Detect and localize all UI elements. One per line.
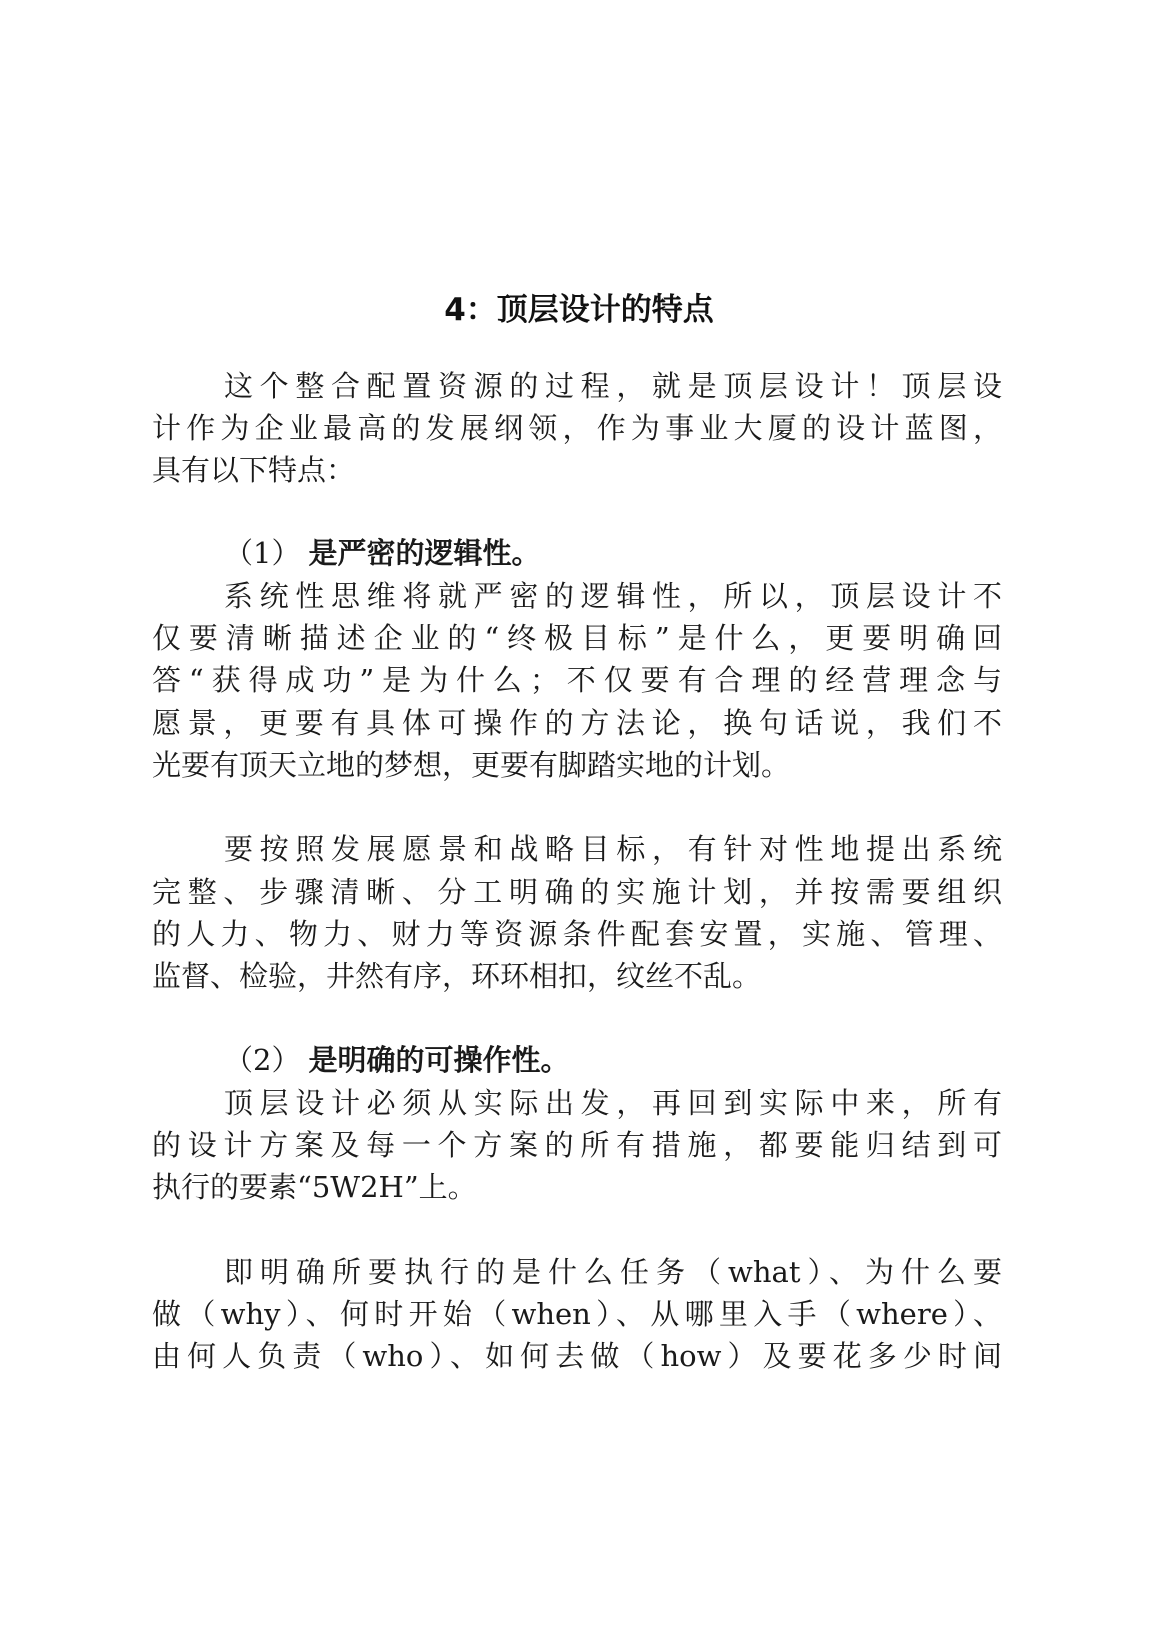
section-2-number: （2）	[224, 1043, 301, 1077]
paragraph-line: 答“获得成功”是为什么；不仅要有合理的经营理念与	[152, 663, 1002, 697]
intro-line: 这个整合配置资源的过程，就是顶层设计！顶层设	[224, 369, 1002, 403]
paragraph-line: 要按照发展愿景和战略目标，有针对性地提出系统	[224, 832, 1002, 866]
paragraph-line: 由何人负责（who）、如何去做（how）及要花多少时间	[152, 1339, 1002, 1373]
intro-line: 计作为企业最高的发展纲领，作为事业大厦的设计蓝图，	[152, 411, 1002, 445]
section-2-heading	[224, 1040, 569, 1080]
paragraph-line: 的设计方案及每一个方案的所有措施，都要能归结到可	[152, 1128, 1002, 1162]
paragraph-line: 监督、检验，井然有序，环环相扣，纹丝不乱。	[152, 959, 762, 993]
section-1-heading	[224, 533, 540, 573]
section-1-heading-text: 是严密的逻辑性。	[308, 536, 541, 570]
paragraph-line: 仅要清晰描述企业的“终极目标”是什么，更要明确回	[152, 621, 1002, 655]
section-2-heading-text: 是明确的可操作性。	[308, 1043, 570, 1077]
paragraph-line: 即明确所要执行的是什么任务（what）、为什么要	[224, 1255, 1002, 1289]
paragraph-line: 的人力、物力、财力等资源条件配套安置，实施、管理、	[152, 917, 1002, 951]
paragraph-line: 执行的要素“5W2H”上。	[152, 1170, 477, 1204]
intro-line: 具有以下特点：	[152, 453, 356, 487]
paragraph-line: 光要有顶天立地的梦想，更要有脚踏实地的计划。	[152, 748, 791, 782]
section-title: 4：顶层设计的特点	[444, 292, 714, 328]
paragraph-line: 系统性思维将就严密的逻辑性，所以，顶层设计不	[224, 579, 1002, 613]
paragraph-line: 愿景，更要有具体可操作的方法论，换句话说，我们不	[152, 706, 1002, 740]
paragraph-line: 完整、步骤清晰、分工明确的实施计划，并按需要组织	[152, 875, 1002, 909]
section-1-number: （1）	[224, 536, 301, 570]
paragraph-line: 做（why）、何时开始（when）、从哪里入手（where）、	[152, 1297, 1002, 1331]
paragraph-line: 顶层设计必须从实际出发，再回到实际中来，所有	[224, 1086, 1002, 1120]
